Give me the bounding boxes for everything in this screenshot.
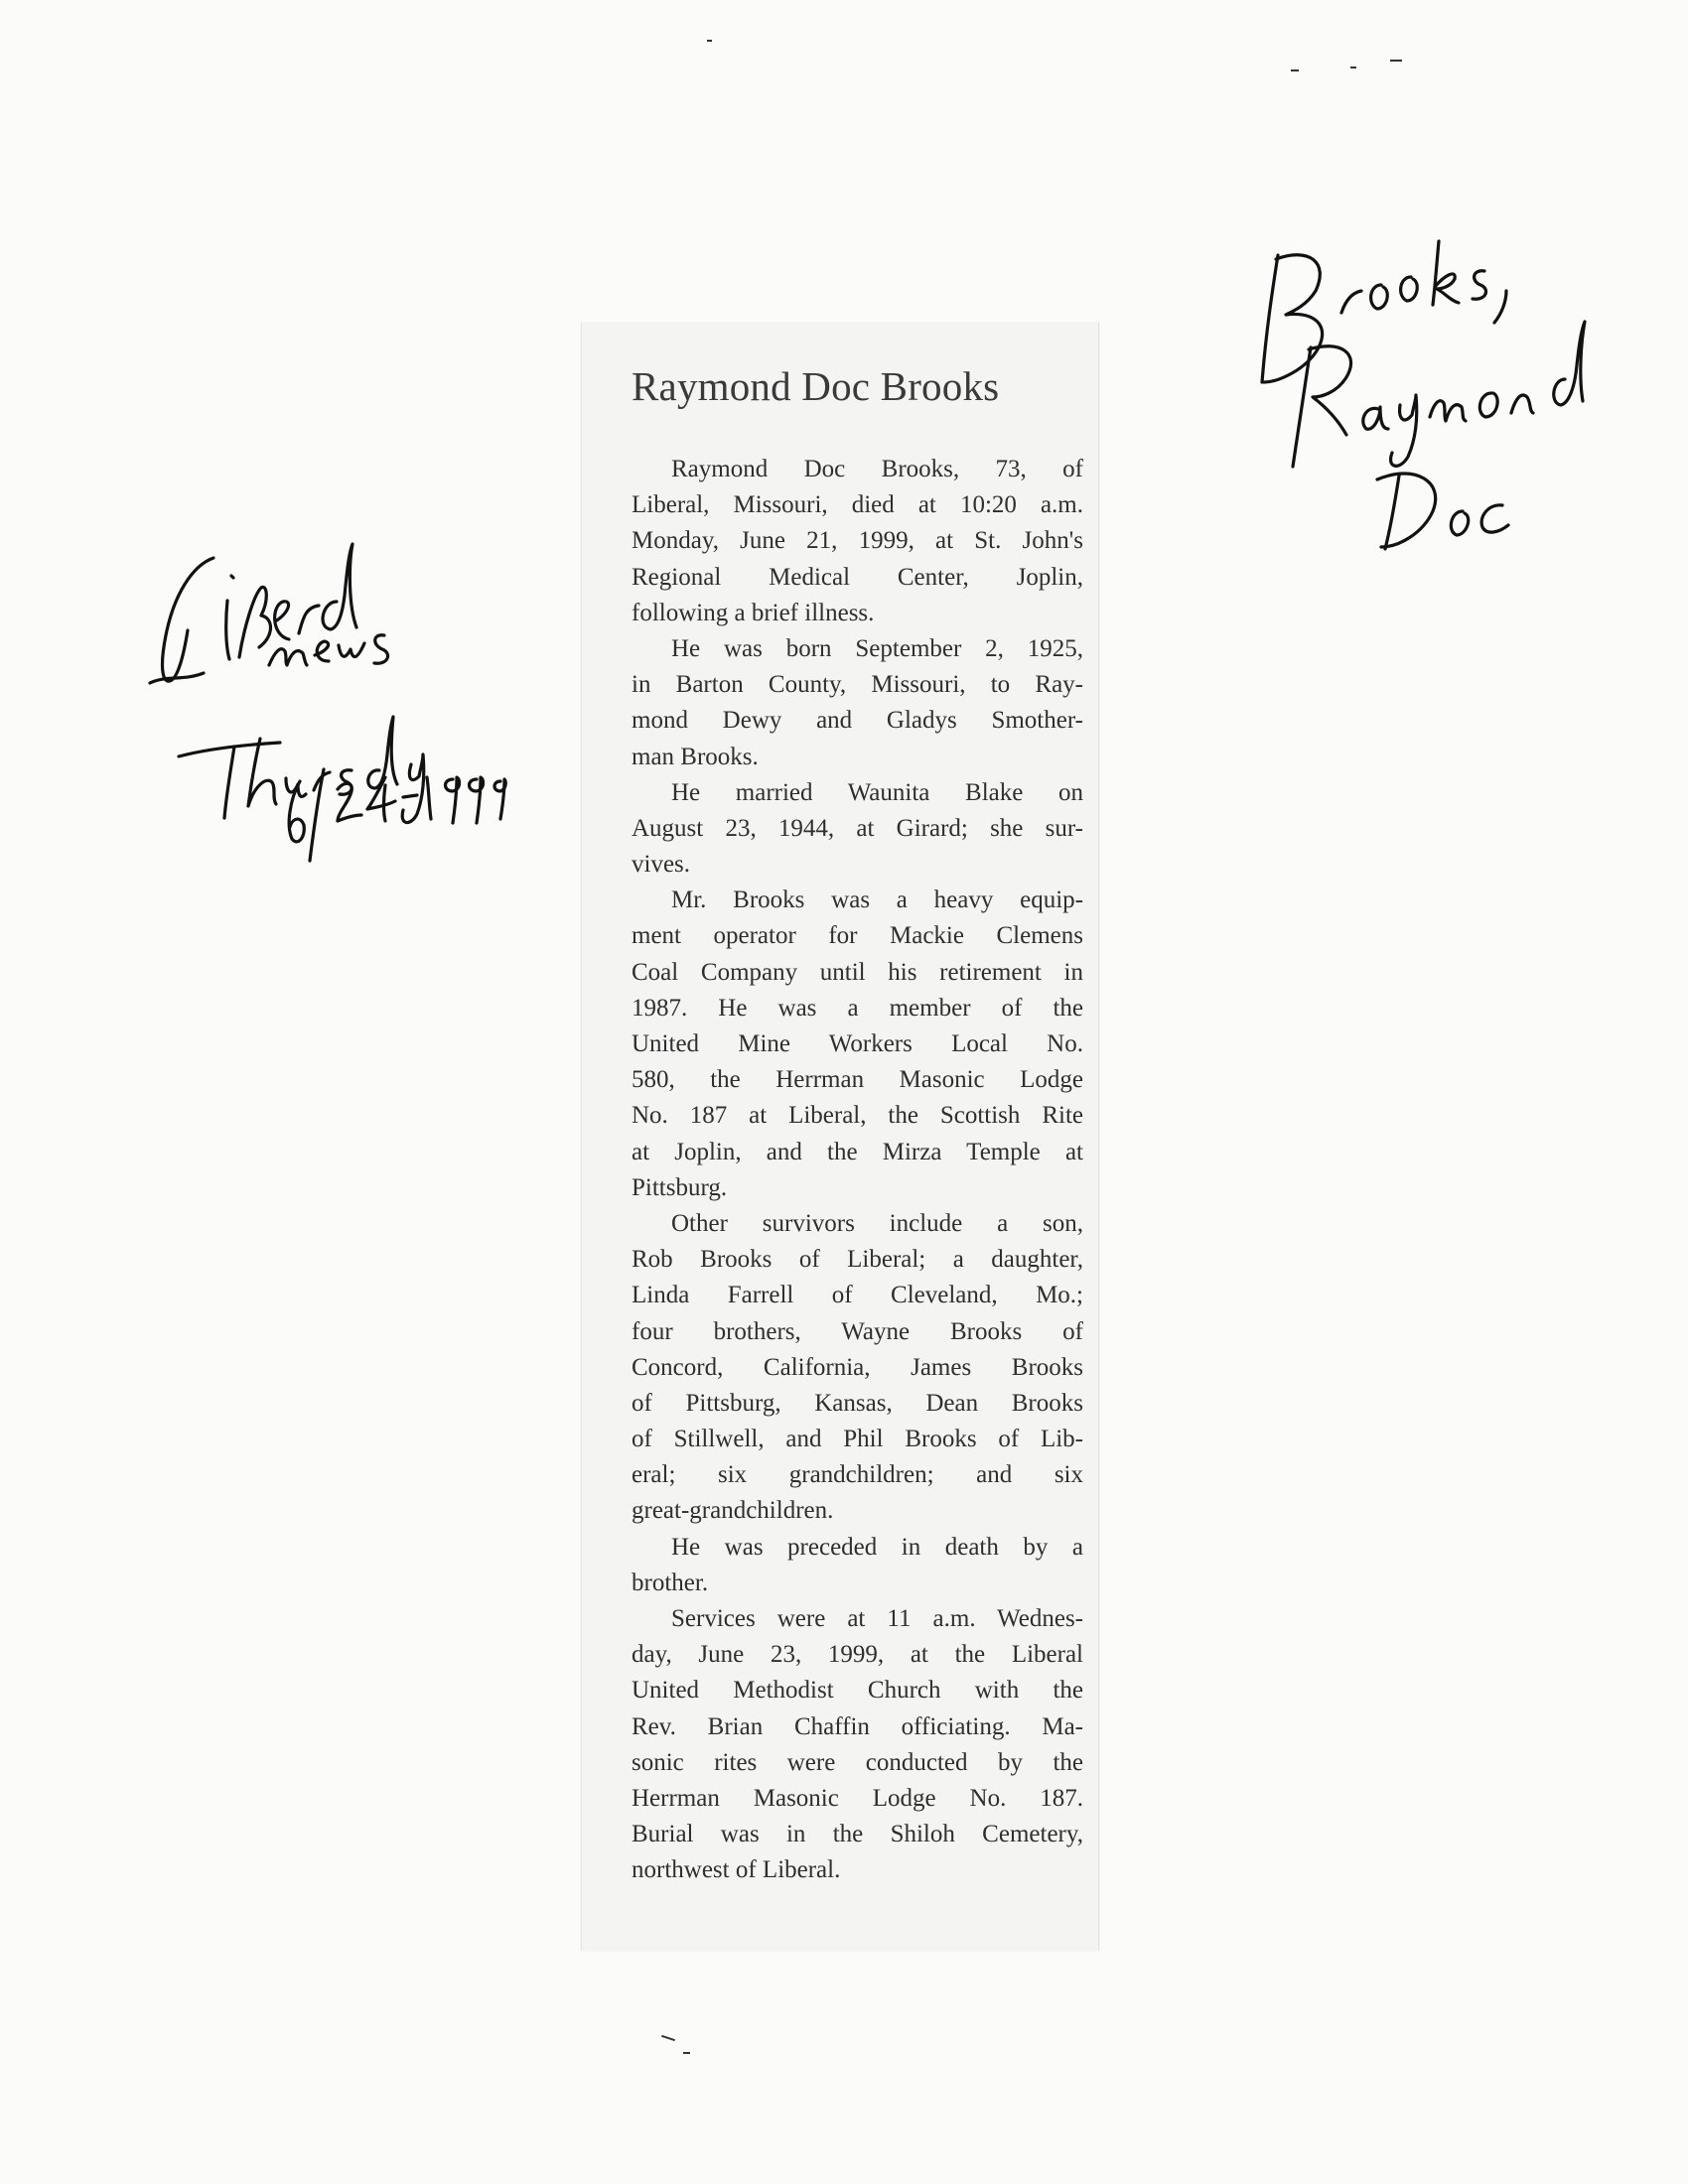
- obituary-line: great-grandchildren.: [632, 1497, 834, 1525]
- obituary-line: in Barton County, Missouri, to Ray-: [632, 671, 1083, 699]
- obituary-line: Mr. Brooks was a heavy equip-: [671, 887, 1083, 914]
- obituary-line: Pittsburg.: [632, 1173, 728, 1201]
- obituary-line: ment operator for Mackie Clemens: [632, 922, 1083, 950]
- obituary-line: Linda Farrell of Cleveland, Mo.;: [632, 1282, 1083, 1309]
- handwriting-date: [268, 730, 506, 869]
- obituary-line: mond Dewy and Gladys Smother-: [632, 707, 1083, 735]
- obituary-line: day, June 23, 1999, at the Liberal: [632, 1641, 1083, 1669]
- obituary-line: Other survivors include a son,: [671, 1209, 1083, 1237]
- scan-speck: [1390, 60, 1402, 62]
- obituary-line: 580, the Herrman Masonic Lodge: [632, 1066, 1083, 1094]
- scan-speck: [1350, 67, 1356, 68]
- obituary-line: four brothers, Wayne Brooks of: [632, 1317, 1083, 1345]
- obituary-line: Burial was in the Shiloh Cemetery,: [632, 1821, 1083, 1848]
- obituary-line: United Methodist Church with the: [632, 1677, 1083, 1705]
- obituary-line: Coal Company until his retirement in: [632, 958, 1083, 986]
- obituary-headline: Raymond Doc Brooks: [632, 363, 1000, 409]
- obituary-line: Concord, California, James Brooks: [632, 1353, 1083, 1381]
- obituary-line: of Pittsburg, Kansas, Dean Brooks: [632, 1389, 1083, 1417]
- newspaper-clipping: [581, 323, 1099, 1951]
- obituary-line: brother.: [632, 1569, 709, 1596]
- obituary-line: Rob Brooks of Liberal; a daughter,: [632, 1246, 1083, 1274]
- obituary-line: of Stillwell, and Phil Brooks of Lib-: [632, 1426, 1083, 1453]
- handwriting-doc: [1365, 452, 1524, 561]
- obituary-line: He was preceded in death by a: [671, 1533, 1083, 1561]
- obituary-line: at Joplin, and the Mirza Temple at: [632, 1138, 1083, 1165]
- scan-speck: [661, 2035, 675, 2041]
- scan-speck: [1291, 69, 1299, 71]
- obituary-line: He married Waunita Blake on: [671, 778, 1083, 806]
- obituary-line: Services were at 11 a.m. Wednes-: [671, 1605, 1083, 1632]
- obituary-line: Rev. Brian Chaffin officiating. Ma-: [632, 1712, 1083, 1740]
- obituary-line: United Mine Workers Local No.: [632, 1030, 1083, 1057]
- obituary-line: eral; six grandchildren; and six: [632, 1461, 1083, 1489]
- obituary-line: He was born September 2, 1925,: [671, 634, 1083, 662]
- obituary-line: Herrman Masonic Lodge No. 187.: [632, 1784, 1083, 1812]
- obituary-line: northwest of Liberal.: [632, 1856, 841, 1884]
- obituary-line: Liberal, Missouri, died at 10:20 a.m.: [632, 491, 1083, 519]
- scan-speck: [707, 40, 712, 42]
- obituary-line: sonic rites were conducted by the: [632, 1748, 1083, 1776]
- obituary-line: Raymond Doc Brooks, 73, of: [671, 456, 1083, 482]
- scan-speck: [683, 2052, 690, 2054]
- obituary-line: No. 187 at Liberal, the Scottish Rite: [632, 1102, 1083, 1130]
- handwriting-news: [263, 606, 412, 685]
- obituary-line: August 23, 1944, at Girard; she sur-: [632, 814, 1083, 842]
- obituary-body: [632, 452, 1083, 1889]
- obituary-line: Monday, June 21, 1999, at St. John's: [632, 527, 1083, 555]
- obituary-line: 1987. He was a member of the: [632, 994, 1083, 1022]
- obituary-line: Regional Medical Center, Joplin,: [632, 563, 1083, 591]
- obituary-line: man Brooks.: [632, 743, 759, 770]
- obituary-line: following a brief illness.: [632, 599, 875, 626]
- obituary-line: vives.: [632, 851, 691, 879]
